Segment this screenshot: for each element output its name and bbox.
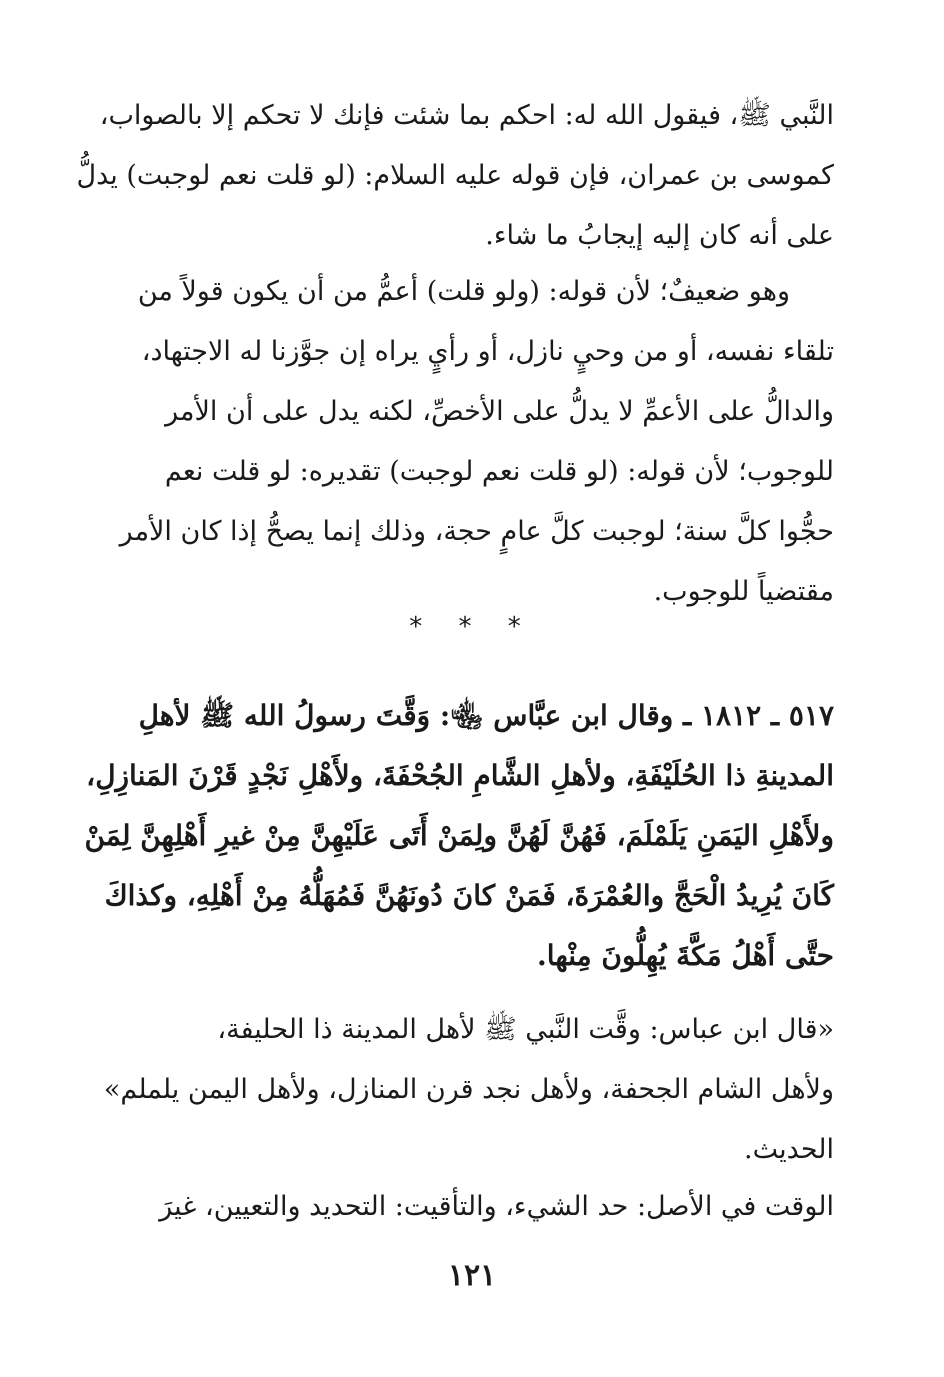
text-line: وهو ضعيفٌ؛ لأن قوله: (ولو قلت) أعمُّ من أن يكون قولاً من	[137, 276, 790, 307]
text-line: ٥١٧ ـ ١٨١٢ ـ وقال ابن عبَّاس ﵄: وَقَّتَ رسولُ الله ﷺ لأهلِ	[138, 699, 834, 732]
text-line: النَّبي ﷺ، فيقول الله له: احكم بما شئت فإنك لا تحكم إلا بالصواب،	[99, 100, 834, 131]
section-separator: * * *	[409, 612, 535, 642]
text-line: المدينةِ ذا الحُلَيْفَةِ، ولأهلِ الشَّامِ الجُحْفَةَ، ولأَهْلِ نَجْدٍ قَرْنَ المَنازِلِ،	[86, 759, 834, 792]
text-line: كموسى بن عمران، فإن قوله عليه السلام: (لو قلت نعم لوجبت) يدلُّ	[76, 160, 834, 191]
text-line: حتَّى أَهْلُ مَكَّةَ يُهِلُّونَ مِنْها.	[537, 939, 834, 972]
hadith-text	[84, 686, 834, 986]
text-line: للوجوب؛ لأن قوله: (لو قلت نعم لوجبت) تقديره: لو قلت نعم	[164, 456, 834, 487]
text-line: الحديث.	[744, 1134, 834, 1165]
paragraph-definition	[110, 1177, 834, 1237]
text-line: «قال ابن عباس: وقَّت النَّبي ﷺ لأهل المدينة ذا الحليفة،	[217, 1014, 834, 1045]
text-line: ولأهل الشام الجحفة، ولأهل نجد قرن المنازل، ولأهل اليمن يلملم»	[103, 1074, 834, 1105]
paragraph-prophet-judgment	[76, 86, 834, 266]
text-line: الوقت في الأصل: حد الشيء، والتأقيت: التحديد والتعيين، غيرَ	[159, 1191, 834, 1222]
text-line: ولأَهْلِ اليَمَنِ يَلَمْلَمَ، فَهُنَّ لَهُنَّ ولِمَنْ أَتَى عَلَيْهِنَّ مِنْ غيرِ أَهْلِهِنَّ لِمَنْ	[84, 819, 834, 852]
paragraph-hadith-quote	[103, 1000, 834, 1180]
text-line: والدالُّ على الأعمِّ لا يدلُّ على الأخصِّ، لكنه يدل على أن الأمر	[165, 396, 834, 427]
paragraph-weakness-argument	[110, 262, 834, 622]
text-line: كَانَ يُرِيدُ الْحَجَّ والعُمْرَةَ، فَمَنْ كانَ دُونَهُنَّ فَمُهَلُّهُ مِنْ أَهْلِهِ، وكذاكَ	[104, 879, 834, 912]
text-line: حجُّوا كلَّ سنة؛ لوجبت كلَّ عامٍ حجة، وذلك إنما يصحُّ إذا كان الأمر	[119, 516, 834, 547]
page-number: ١٢١	[447, 1258, 497, 1293]
text-line: مقتضياً للوجوب.	[653, 576, 834, 607]
text-line: تلقاء نفسه، أو من وحيٍ نازل، أو رأيٍ يراه إن جوَّزنا له الاجتهاد،	[141, 336, 834, 367]
text-line: على أنه كان إليه إيجابُ ما شاء.	[485, 220, 834, 251]
